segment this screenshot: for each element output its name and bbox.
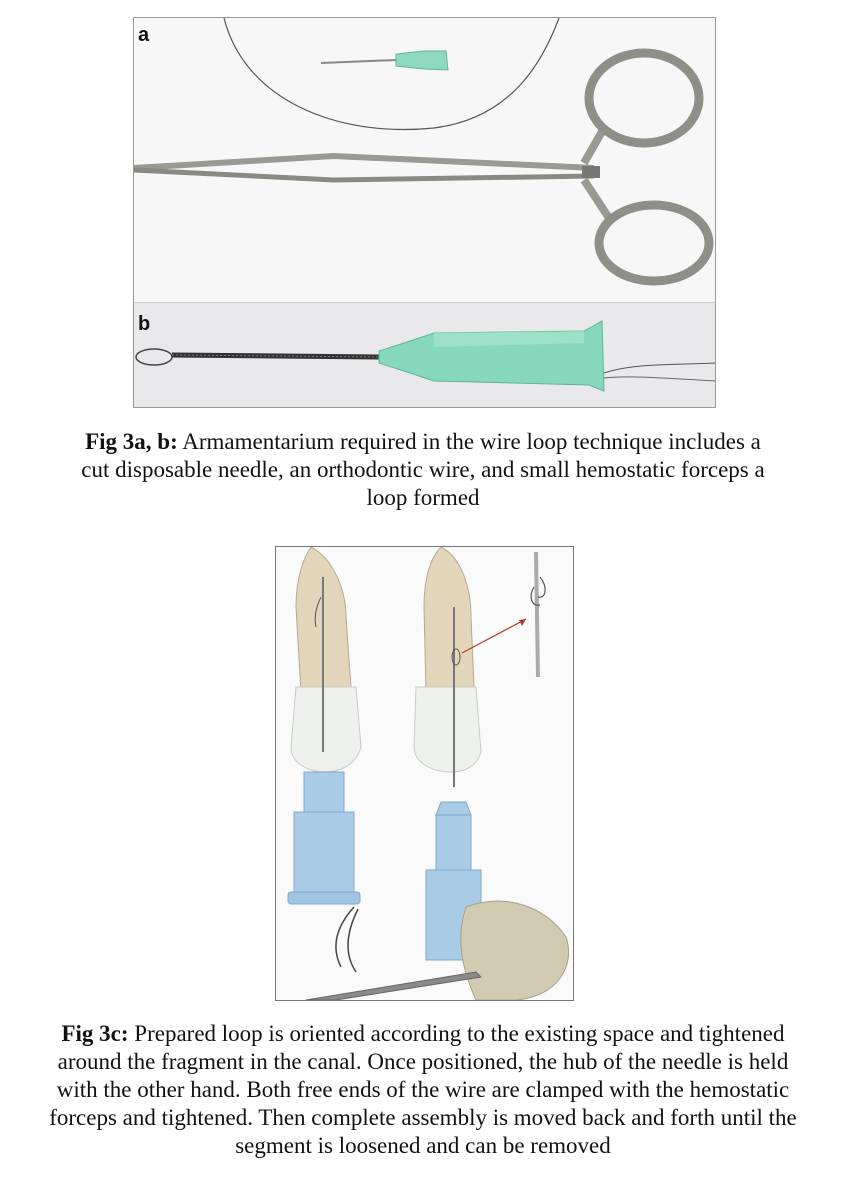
figure-3c-caption	[40, 1020, 806, 1160]
figure-3b-photo	[133, 302, 716, 408]
wire-loop	[136, 349, 379, 365]
panel-a-label: a	[138, 24, 150, 46]
fragment-detail	[531, 552, 545, 677]
wire-loop-technique-illustration	[276, 547, 573, 1000]
figure-3c-caption-label: Fig 3c:	[61, 1021, 129, 1046]
orthodontic-wire	[224, 18, 559, 130]
needle-hub	[379, 321, 604, 391]
forceps-tip	[306, 972, 481, 1000]
figure-3ab-caption-label: Fig 3a, b:	[85, 429, 178, 454]
cut-needle	[321, 51, 448, 70]
armamentarium-photo	[134, 18, 715, 303]
figure-3a-photo	[133, 17, 716, 303]
hemostatic-forceps	[134, 53, 709, 281]
tooth-left	[291, 547, 361, 772]
figure-3ab-caption-text: Armamentarium required in the wire loop technique includes a cut disposable needle, an orthodontic wire, and small hemostatic forceps a loop formed	[81, 429, 765, 510]
tooth-right	[414, 547, 526, 787]
needle-wire-loop-photo	[134, 303, 715, 407]
figure-3c-caption-text: Prepared loop is oriented according to the existing space and tightened around the fragment in the canal. Once positioned, the hub of the needle is held with the other hand. Both free ends of the wire are clamped with the hemostatic forceps and tightened. Then complete assembly is moved back and forth until the segment is loosened and can be removed	[49, 1021, 797, 1158]
figure-3ab-caption	[80, 428, 766, 512]
needle-hub-left	[288, 772, 360, 972]
figure-3c-illustration	[275, 546, 574, 1001]
gloved-hand	[461, 901, 569, 1000]
panel-b-label: b	[138, 313, 151, 335]
